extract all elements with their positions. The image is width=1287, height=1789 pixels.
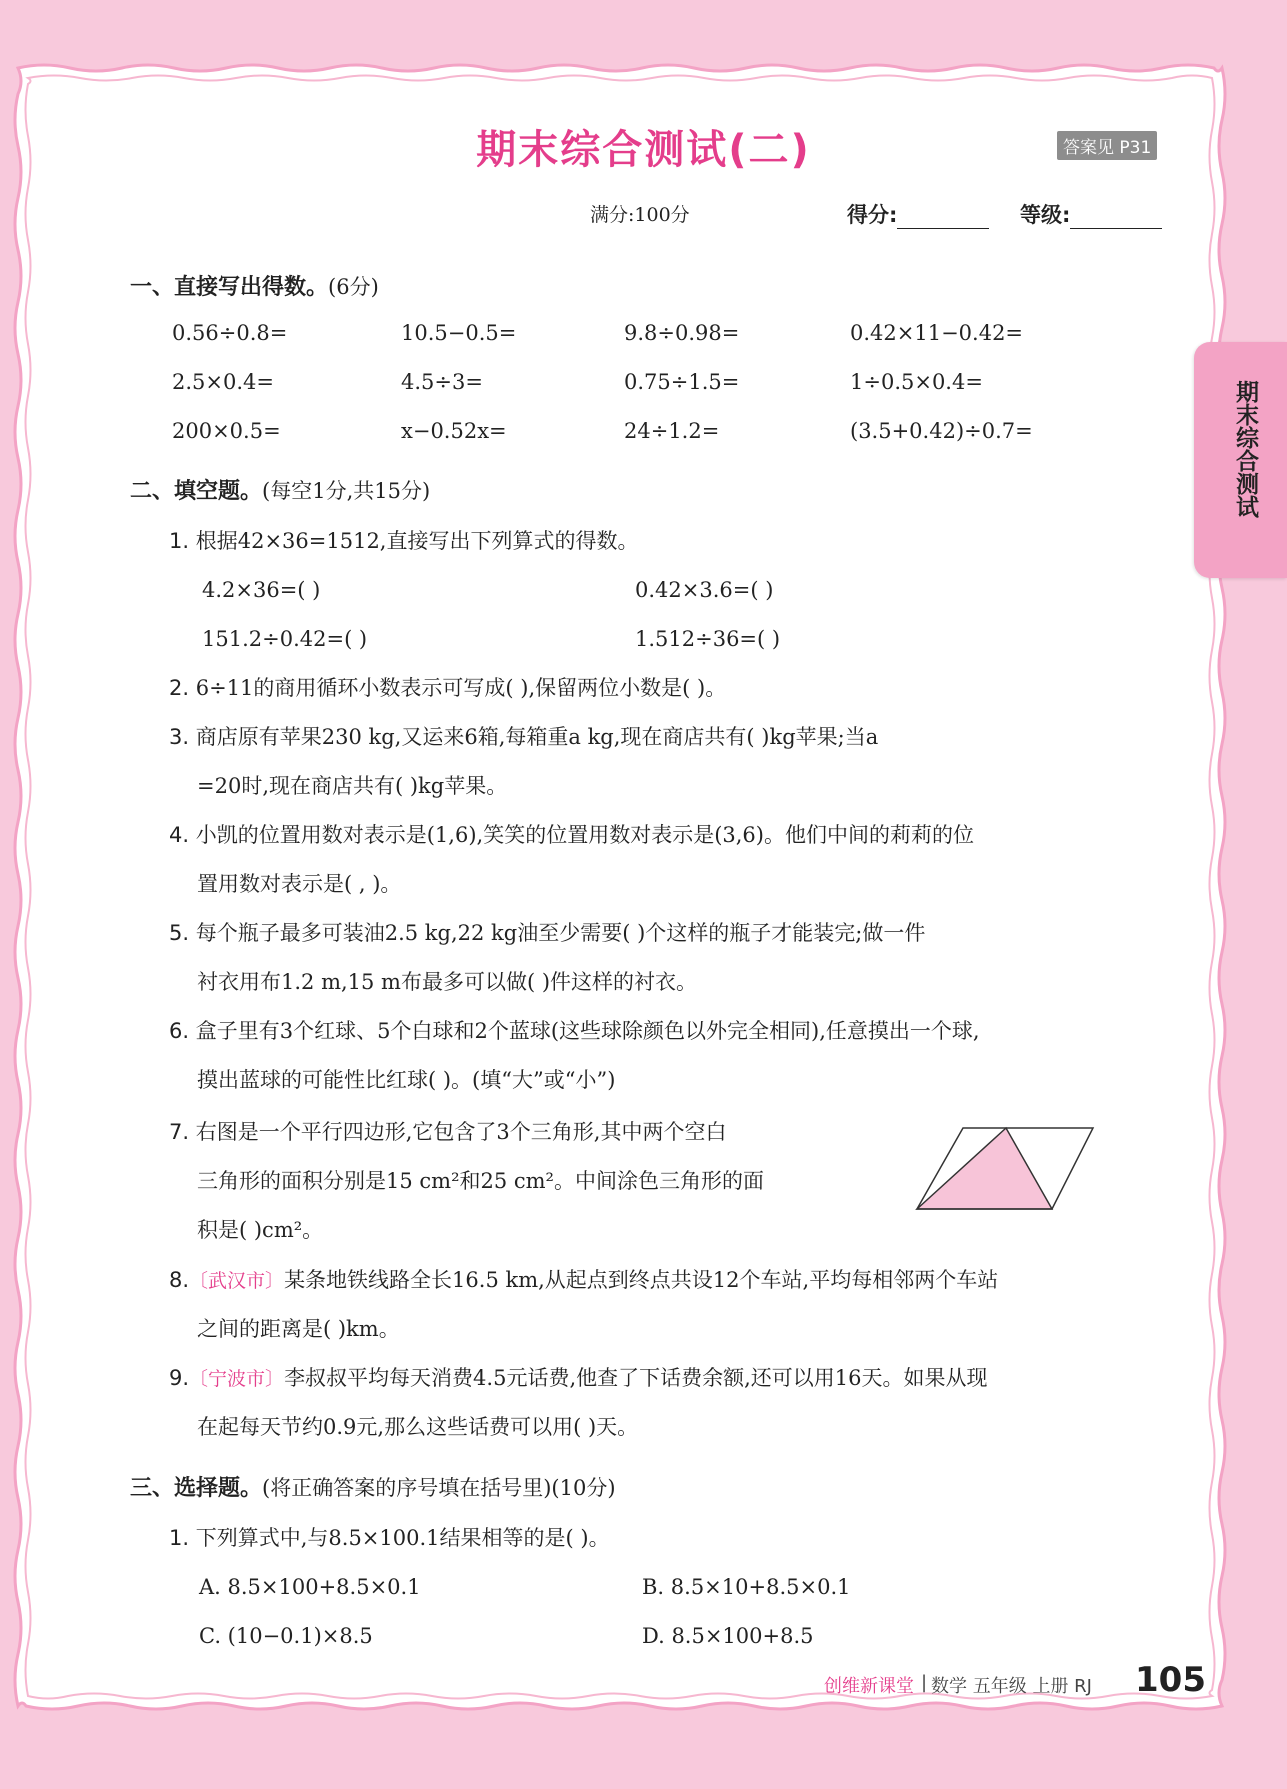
q2-9-number: 9. [169,1366,190,1390]
q3-1-option-c: C. (10−0.1)×8.5 [199,1624,373,1648]
q2-3-number: 3. [169,725,190,749]
full-marks: 满分:100分 [590,204,690,226]
q2-7-line1: 右图是一个平行四边形,它包含了3个三角形,其中两个空白 [195,1120,727,1144]
section-3-heading [130,1474,616,1503]
parallelogram-figure [912,1122,1098,1214]
q2-4-line1: 小凯的位置用数对表示是(1,6),笑笑的位置用数对表示是(3,6)。他们中间的莉莉的位 [195,823,974,847]
q2-3-line1: 商店原有苹果230 kg,又运来6箱,每箱重a kg,现在商店共有( )kg苹果;当a [195,725,879,749]
calc-r2-c3: 0.75÷1.5= [624,370,740,394]
calc-r3-c3: 24÷1.2= [624,419,720,443]
calc-r2-c2: 4.5÷3= [401,370,483,394]
q2-5 [169,919,925,947]
page-title: 期末综合测试(二) [476,127,811,173]
section-2-points: (每空1分,共15分) [262,479,431,503]
q2-1-d: 1.512÷36=( ) [635,627,781,651]
calc-r3-c2: x−0.52x= [401,419,507,443]
calc-r3-c1: 200×0.5= [172,419,281,443]
grade-blank[interactable] [1070,206,1162,229]
q2-8-number: 8. [169,1268,190,1292]
section-3-points: (将正确答案的序号填在括号里)(10分) [262,1476,616,1500]
q3-1-text: 下列算式中,与8.5×100.1结果相等的是( )。 [195,1526,610,1550]
q2-2-text: 6÷11的商用循环小数表示可写成( ),保留两位小数是( )。 [195,676,727,700]
q2-1-text: 根据42×36=1512,直接写出下列算式的得数。 [195,529,639,553]
footer-brand: 创维新课堂 [824,1676,914,1697]
q2-6-number: 6. [169,1019,190,1043]
calc-r1-c4: 0.42×11−0.42= [850,321,1024,345]
q2-8-line2: 之间的距离是( )km。 [197,1317,400,1341]
q2-5-line2: 衬衣用布1.2 m,15 m布最多可以做( )件这样的衬衣。 [197,970,698,994]
calc-r2-c4: 1÷0.5×0.4= [850,370,983,394]
calc-r1-c3: 9.8÷0.98= [624,321,740,345]
q2-1 [169,527,639,555]
q2-6 [169,1017,980,1045]
q2-9-line1: 李叔叔平均每天消费4.5元话费,他查了下话费余额,还可以用16天。如果从现 [284,1366,988,1390]
q2-9-line2: 在起每天节约0.9元,那么这些话费可以用( )天。 [197,1415,639,1439]
q2-5-number: 5. [169,921,190,945]
calc-r2-c1: 2.5×0.4= [172,370,274,394]
q2-4 [169,821,974,849]
q3-1-option-d: D. 8.5×100+8.5 [642,1624,814,1648]
shaded-triangle [917,1128,1052,1209]
q3-1-number: 1. [169,1526,190,1550]
q2-3 [169,723,878,751]
calc-r1-c2: 10.5−0.5= [401,321,517,345]
q2-1-c: 151.2÷0.42=( ) [202,627,368,651]
section-3-title: 三、选择题。 [130,1476,263,1501]
section-1-points: (6分) [328,275,379,299]
q2-1-b: 0.42×3.6=( ) [635,578,774,602]
footer-separator: | [921,1672,928,1693]
section-2-title: 二、填空题。 [130,479,263,504]
q2-8-line1: 某条地铁线路全长16.5 km,从起点到终点共设12个车站,平均每相邻两个车站 [284,1268,999,1292]
section-2-heading [130,477,430,506]
q2-6-line1: 盒子里有3个红球、5个白球和2个蓝球(这些球除颜色以外完全相同),任意摸出一个球, [195,1019,980,1043]
score-label: 得分: [847,203,898,227]
q3-1-option-a: A. 8.5×100+8.5×0.1 [199,1575,421,1599]
q2-6-line2: 摸出蓝球的可能性比红球( )。(填“大”或“小”) [197,1068,616,1092]
q2-8 [169,1266,998,1295]
q2-7-number: 7. [169,1120,190,1144]
side-tab-label: 期末综合测试 [1232,380,1258,518]
score-field[interactable] [847,201,989,229]
section-1-title: 一、直接写出得数。 [130,275,329,300]
section-1-heading [130,273,379,302]
q2-7-line3: 积是( )cm²。 [197,1218,324,1242]
q2-9-source-tag: 〔宁波市〕 [189,1368,285,1390]
q2-5-line1: 每个瓶子最多可装油2.5 kg,22 kg油至少需要( )个这样的瓶子才能装完;做一件 [195,921,926,945]
q2-2-number: 2. [169,676,190,700]
score-blank[interactable] [897,206,989,229]
q3-1-option-b: B. 8.5×10+8.5×0.1 [642,1575,851,1599]
grade-field[interactable] [1020,201,1162,229]
footer-book-info: 数学 五年级 上册 RJ [931,1676,1092,1697]
q3-1 [169,1524,610,1552]
grade-label: 等级: [1020,203,1071,227]
q2-7-line2: 三角形的面积分别是15 cm²和25 cm²。中间涂色三角形的面 [197,1169,764,1193]
q2-1-number: 1. [169,529,190,553]
q2-7 [169,1118,726,1146]
q2-9 [169,1364,988,1393]
calc-r1-c1: 0.56÷0.8= [172,321,288,345]
calc-r3-c4: (3.5+0.42)÷0.7= [850,419,1033,443]
q2-8-source-tag: 〔武汉市〕 [189,1270,285,1292]
answer-reference-badge: 答案见 P31 [1057,131,1157,160]
q2-4-line2: 置用数对表示是( , )。 [197,872,402,896]
side-tab [1194,342,1287,578]
q2-3-line2: =20时,现在商店共有( )kg苹果。 [197,774,508,798]
q2-1-a: 4.2×36=( ) [202,578,321,602]
q2-2 [169,674,726,702]
q2-4-number: 4. [169,823,190,847]
page-number: 105 [1135,1660,1206,1700]
